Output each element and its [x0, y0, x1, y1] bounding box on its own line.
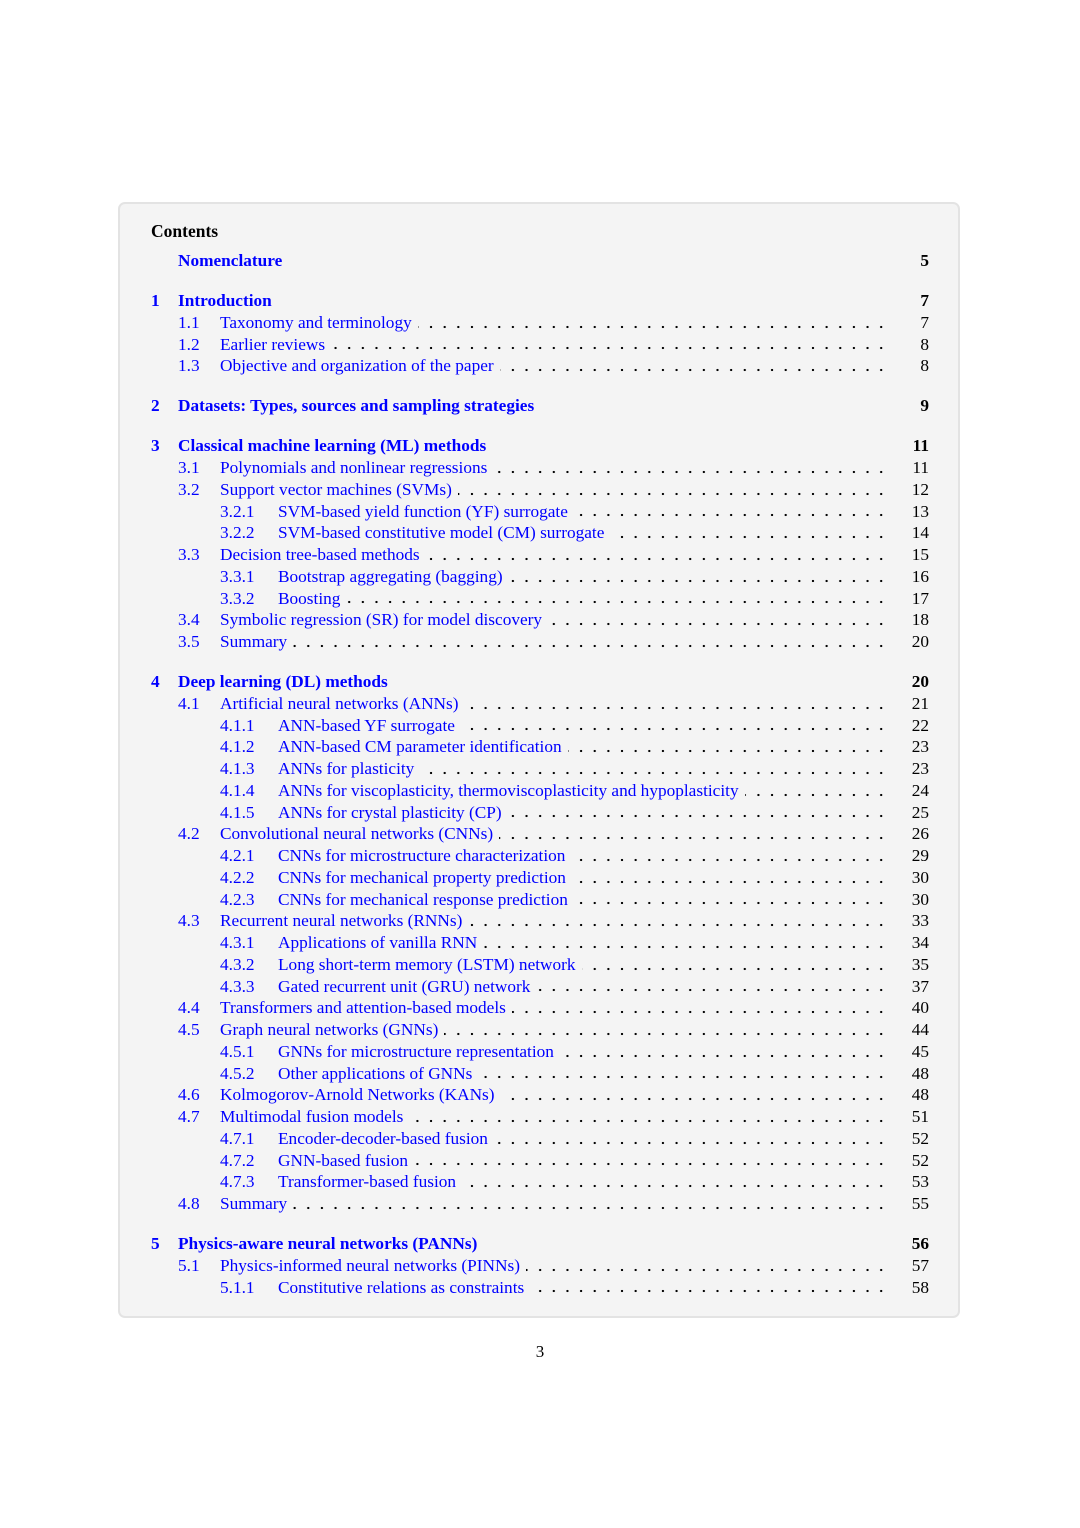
toc-entry-page[interactable]: 7: [920, 312, 929, 332]
toc-entry-page[interactable]: 52: [911, 1150, 929, 1170]
toc-entry[interactable]: [120, 355, 958, 377]
dot-leader: [745, 780, 888, 802]
toc-entry-title[interactable]: Objective and organization of the paper: [220, 356, 494, 376]
toc-entry-page[interactable]: 11: [912, 458, 929, 478]
toc-entry-title[interactable]: ANN-based YF surrogate: [278, 715, 455, 735]
toc-entry-title[interactable]: Other applications of GNNs: [278, 1063, 473, 1083]
toc-entry-title[interactable]: Physics-aware neural networks (PANNs): [178, 1234, 478, 1254]
toc-entry-title[interactable]: ANNs for crystal plasticity (CP): [278, 802, 502, 822]
dot-leader: [508, 802, 888, 824]
toc-entry-number[interactable]: 5.1: [178, 1255, 200, 1275]
toc-entry-number[interactable]: 3.3.1: [220, 566, 255, 586]
toc-entry-page[interactable]: 34: [911, 933, 929, 953]
toc-entry-title[interactable]: ANNs for plasticity: [278, 759, 415, 779]
toc-entry-page[interactable]: 30: [911, 889, 929, 909]
dot-leader: [483, 932, 888, 954]
toc-entry-title[interactable]: Long short-term memory (LSTM) network: [278, 954, 576, 974]
toc-entry[interactable]: [120, 1255, 958, 1277]
toc-entry-page[interactable]: 7: [920, 291, 929, 311]
toc-entry-page[interactable]: 23: [911, 737, 929, 757]
dot-leader: [293, 1193, 888, 1215]
dot-leader: [501, 1084, 888, 1106]
toc-entry-title[interactable]: Recurrent neural networks (RNNs): [220, 911, 463, 931]
dot-leader: [582, 954, 888, 976]
dot-leader: [409, 1106, 888, 1128]
toc-entry-page[interactable]: 9: [920, 396, 929, 416]
dot-leader: [418, 312, 888, 334]
dot-leader: [331, 334, 888, 356]
toc-entry-page[interactable]: 23: [911, 759, 929, 779]
toc-entry-title[interactable]: Physics-informed neural networks (PINNs): [220, 1255, 520, 1275]
dot-leader: [461, 715, 888, 737]
toc-entry-page[interactable]: 33: [911, 911, 929, 931]
toc-entry-title[interactable]: Bootstrap aggregating (bagging): [278, 566, 503, 586]
toc-entry[interactable]: [120, 457, 958, 479]
dot-leader: [346, 588, 888, 610]
toc-entry-number[interactable]: 4.3.2: [220, 954, 255, 974]
toc-entry[interactable]: [120, 910, 958, 932]
toc-entry-title[interactable]: Datasets: Types, sources and sampling strategies: [178, 396, 535, 416]
toc-entry-page[interactable]: 57: [911, 1255, 929, 1275]
dot-leader: [560, 1041, 888, 1063]
toc-entry-page[interactable]: 20: [911, 632, 929, 652]
toc-entry[interactable]: [120, 780, 958, 802]
toc-entry-number[interactable]: 4.7.2: [220, 1150, 255, 1170]
toc-entry-page[interactable]: 45: [911, 1041, 929, 1061]
toc-entry-title[interactable]: Deep learning (DL) methods: [178, 672, 388, 692]
toc-entry-title[interactable]: CNNs for mechanical response prediction: [278, 889, 568, 909]
toc-entry-page[interactable]: 13: [911, 501, 929, 521]
dot-leader: [499, 823, 888, 845]
dot-leader: [293, 631, 888, 653]
toc-entry-title[interactable]: Artificial neural networks (ANNs): [220, 693, 459, 713]
toc-entry-number[interactable]: 4.2.1: [220, 846, 255, 866]
toc-entry-page[interactable]: 35: [911, 954, 929, 974]
toc-entry-title[interactable]: Transformers and attention-based models: [220, 998, 506, 1018]
toc-entry-number[interactable]: 4.7.3: [220, 1172, 255, 1192]
dot-leader: [536, 976, 888, 998]
toc-entry-page[interactable]: 21: [911, 693, 929, 713]
toc-entry[interactable]: [120, 1233, 958, 1255]
dot-leader: [530, 1277, 888, 1299]
dot-leader: [458, 479, 888, 501]
toc-entry-number[interactable]: 3.4: [178, 610, 200, 630]
toc-entry-title[interactable]: Polynomials and nonlinear regressions: [220, 458, 488, 478]
toc-entry-number[interactable]: 4.1.5: [220, 802, 255, 822]
toc-entry-page[interactable]: 8: [920, 356, 929, 376]
toc-entry[interactable]: [120, 671, 958, 693]
toc-entry-title[interactable]: CNNs for microstructure characterization: [278, 846, 566, 866]
toc-entry-page[interactable]: 37: [911, 976, 929, 996]
dot-leader: [574, 889, 888, 911]
toc-entry-page[interactable]: 17: [911, 588, 929, 608]
toc-entry-title[interactable]: Applications of vanilla RNN: [278, 933, 478, 953]
toc-entry-number[interactable]: 3.2: [178, 479, 200, 499]
contents-heading: Contents: [151, 221, 219, 241]
toc-entry-page[interactable]: 58: [911, 1277, 929, 1297]
toc-entry-page[interactable]: 22: [911, 715, 929, 735]
toc-entry-title[interactable]: Classical machine learning (ML) methods: [178, 436, 487, 456]
toc-entry-title[interactable]: Boosting: [278, 588, 341, 608]
toc-entry-title[interactable]: Constitutive relations as constraints: [278, 1277, 525, 1297]
toc-entry-title[interactable]: Decision tree-based methods: [220, 545, 420, 565]
dot-leader: [526, 1255, 888, 1277]
toc-entry-number[interactable]: 4.7.1: [220, 1128, 255, 1148]
dot-leader: [468, 910, 888, 932]
toc-entry[interactable]: [120, 1063, 958, 1085]
toc-entry[interactable]: [120, 588, 958, 610]
toc-entry-title[interactable]: Support vector machines (SVMs): [220, 479, 452, 499]
toc-entry-title[interactable]: Convolutional neural networks (CNNs): [220, 824, 494, 844]
toc-entry-page[interactable]: 48: [911, 1085, 929, 1105]
dot-leader: [509, 566, 888, 588]
toc-entry-title[interactable]: SVM-based constitutive model (CM) surrogate: [278, 523, 605, 543]
toc-entry-number[interactable]: 4.1.3: [220, 759, 255, 779]
toc-entry[interactable]: [120, 1171, 958, 1193]
toc-entry[interactable]: [120, 1106, 958, 1128]
toc-entry-page[interactable]: 5: [920, 251, 929, 270]
toc-entry-page[interactable]: 53: [911, 1172, 929, 1192]
toc-entry[interactable]: [120, 250, 958, 272]
toc-entry-number[interactable]: 4.4: [178, 998, 200, 1018]
toc-entry-title[interactable]: Multimodal fusion models: [220, 1107, 404, 1127]
toc-entry-number[interactable]: 2: [151, 396, 160, 416]
toc-entry-number[interactable]: 4.6: [178, 1085, 200, 1105]
dot-leader: [478, 1063, 888, 1085]
toc-entry-number[interactable]: 4.8: [178, 1194, 200, 1214]
dot-leader: [493, 457, 888, 479]
page-number: 3: [535, 1342, 545, 1361]
toc-entry-title[interactable]: Nomenclature: [178, 251, 283, 270]
toc-entry-page[interactable]: 51: [911, 1107, 929, 1127]
dot-leader: [571, 845, 888, 867]
toc-entry-number[interactable]: 4.2: [178, 824, 200, 844]
toc-entry[interactable]: [120, 631, 958, 653]
toc-entry[interactable]: [120, 997, 958, 1019]
dot-leader: [465, 693, 888, 715]
toc-entry[interactable]: [120, 889, 958, 911]
toc-entry-number[interactable]: 4.5.1: [220, 1041, 255, 1061]
toc-entry-title[interactable]: Gated recurrent unit (GRU) network: [278, 976, 531, 996]
toc-entry-number[interactable]: 5: [151, 1234, 160, 1254]
toc-entry-page[interactable]: 12: [911, 479, 929, 499]
dot-leader: [414, 1150, 888, 1172]
toc-entry[interactable]: [120, 715, 958, 737]
toc-entry-page[interactable]: 20: [911, 672, 929, 692]
toc-entry-title[interactable]: Introduction: [178, 291, 272, 311]
toc-entry-number[interactable]: 3.5: [178, 632, 200, 652]
toc-entry-page[interactable]: 30: [911, 867, 929, 887]
toc-entry-number[interactable]: 3.2.2: [220, 523, 255, 543]
toc-entry-page[interactable]: 52: [911, 1128, 929, 1148]
dot-leader: [572, 867, 888, 889]
dot-leader: [426, 544, 888, 566]
toc-entry-page[interactable]: 55: [911, 1194, 929, 1214]
toc-entry[interactable]: [120, 290, 958, 312]
toc-entry[interactable]: [120, 954, 958, 976]
toc-entry-number[interactable]: 3.2.1: [220, 501, 255, 521]
toc-entry[interactable]: [120, 334, 958, 356]
toc-entry[interactable]: [120, 1150, 958, 1172]
toc-entry-title[interactable]: Earlier reviews: [220, 334, 326, 354]
toc-entry[interactable]: [120, 823, 958, 845]
toc-entry-page[interactable]: 25: [911, 802, 929, 822]
toc-entry-number[interactable]: 4.2.2: [220, 867, 255, 887]
dot-leader: [512, 997, 888, 1019]
toc-entry-title[interactable]: Taxonomy and terminology: [220, 312, 412, 332]
dot-leader: [574, 501, 888, 523]
toc-entry-number[interactable]: 4.3.3: [220, 976, 255, 996]
toc-entry-title[interactable]: ANNs for viscoplasticity, thermoviscoplasticity and hypoplasticity: [278, 780, 739, 800]
toc-entry-page[interactable]: 15: [911, 545, 929, 565]
toc-entry-page[interactable]: 18: [911, 610, 929, 630]
dot-leader: [568, 736, 888, 758]
dot-leader: [610, 522, 888, 544]
toc-entry[interactable]: [120, 1277, 958, 1299]
toc-entry-page[interactable]: 16: [911, 566, 929, 586]
toc-entry-page[interactable]: 29: [911, 846, 929, 866]
toc-entry[interactable]: [120, 1041, 958, 1063]
toc-entry[interactable]: [120, 1128, 958, 1150]
toc-entry-page[interactable]: 26: [911, 824, 929, 844]
toc-entry-number[interactable]: 4.3: [178, 911, 200, 931]
toc-entry[interactable]: [120, 544, 958, 566]
toc-entry[interactable]: [120, 609, 958, 631]
toc-entry-title[interactable]: ANN-based CM parameter identification: [278, 737, 562, 757]
toc-entry-page[interactable]: 24: [911, 780, 929, 800]
toc-entry[interactable]: [120, 522, 958, 544]
toc-entry[interactable]: [120, 312, 958, 334]
toc-entry-title[interactable]: GNN-based fusion: [278, 1150, 409, 1170]
toc-entry[interactable]: [120, 479, 958, 501]
toc-entry-title[interactable]: Symbolic regression (SR) for model discovery: [220, 610, 543, 630]
toc-entry-title[interactable]: Graph neural networks (GNNs): [220, 1020, 439, 1040]
toc-entry-page[interactable]: 11: [912, 436, 929, 456]
toc-entry-number[interactable]: 1.1: [178, 312, 200, 332]
toc-entry-number[interactable]: 4.1.2: [220, 737, 255, 757]
toc-entry-number[interactable]: 4: [151, 672, 160, 692]
toc-entry-number[interactable]: 4.5: [178, 1020, 200, 1040]
toc-entry-number[interactable]: 1.2: [178, 334, 200, 354]
toc-entry-number[interactable]: 1.3: [178, 356, 200, 376]
toc-entry-page[interactable]: 48: [911, 1063, 929, 1083]
toc-entry[interactable]: [120, 566, 958, 588]
toc-entry[interactable]: [120, 1019, 958, 1041]
toc-entry[interactable]: [120, 693, 958, 715]
dot-leader: [500, 355, 888, 377]
toc-entry-title[interactable]: SVM-based yield function (YF) surrogate: [278, 501, 568, 521]
dot-leader: [494, 1128, 888, 1150]
toc-entry[interactable]: [120, 501, 958, 523]
toc-entry-number[interactable]: 4.5.2: [220, 1063, 255, 1083]
toc-entry-page[interactable]: 40: [911, 998, 929, 1018]
toc-entry-number[interactable]: 4.1.4: [220, 780, 255, 800]
toc-entry-number[interactable]: 1: [151, 291, 160, 311]
toc-entry-number[interactable]: 3: [151, 436, 160, 456]
toc-entry-number[interactable]: 4.1.1: [220, 715, 255, 735]
toc-entry-number[interactable]: 3.1: [178, 458, 200, 478]
toc-entry[interactable]: [120, 1084, 958, 1106]
dot-leader: [420, 758, 888, 780]
toc-entry-title[interactable]: Summary: [220, 1194, 288, 1214]
toc-entry[interactable]: [120, 976, 958, 998]
toc-entry-number[interactable]: 4.7: [178, 1107, 200, 1127]
toc-entry-title[interactable]: Summary: [220, 632, 288, 652]
toc-entry-page[interactable]: 44: [911, 1020, 929, 1040]
toc-entry-title[interactable]: Encoder-decoder-based fusion: [278, 1128, 488, 1148]
toc-entry-number[interactable]: 3.3.2: [220, 588, 255, 608]
dot-leader: [548, 609, 888, 631]
dot-leader: [444, 1019, 888, 1041]
toc-entry-number[interactable]: 5.1.1: [220, 1277, 255, 1297]
toc-entry-title[interactable]: Transformer-based fusion: [278, 1172, 457, 1192]
toc-entry-page[interactable]: 14: [911, 523, 929, 543]
toc-entry-title[interactable]: CNNs for mechanical property prediction: [278, 867, 566, 887]
toc-entry[interactable]: [120, 395, 958, 417]
toc-entry[interactable]: [120, 758, 958, 780]
toc-entry[interactable]: [120, 736, 958, 758]
toc-entry[interactable]: [120, 932, 958, 954]
toc-entry-number[interactable]: 3.3: [178, 545, 200, 565]
toc-entry[interactable]: [120, 802, 958, 824]
toc-entry-page[interactable]: 8: [920, 334, 929, 354]
toc-entry[interactable]: [120, 435, 958, 457]
toc-entry-number[interactable]: 4.1: [178, 693, 200, 713]
dot-leader: [462, 1171, 888, 1193]
toc-entry-title[interactable]: Kolmogorov-Arnold Networks (KANs): [220, 1085, 495, 1105]
toc-entry-number[interactable]: 4.2.3: [220, 889, 255, 909]
table-of-contents: [120, 250, 958, 1298]
toc-entry-number[interactable]: 4.3.1: [220, 933, 255, 953]
toc-entry-page[interactable]: 56: [911, 1234, 929, 1254]
toc-entry[interactable]: [120, 867, 958, 889]
toc-entry[interactable]: [120, 1193, 958, 1215]
toc-entry-title[interactable]: GNNs for microstructure representation: [278, 1041, 554, 1061]
toc-box: [118, 202, 960, 1318]
toc-entry[interactable]: [120, 845, 958, 867]
